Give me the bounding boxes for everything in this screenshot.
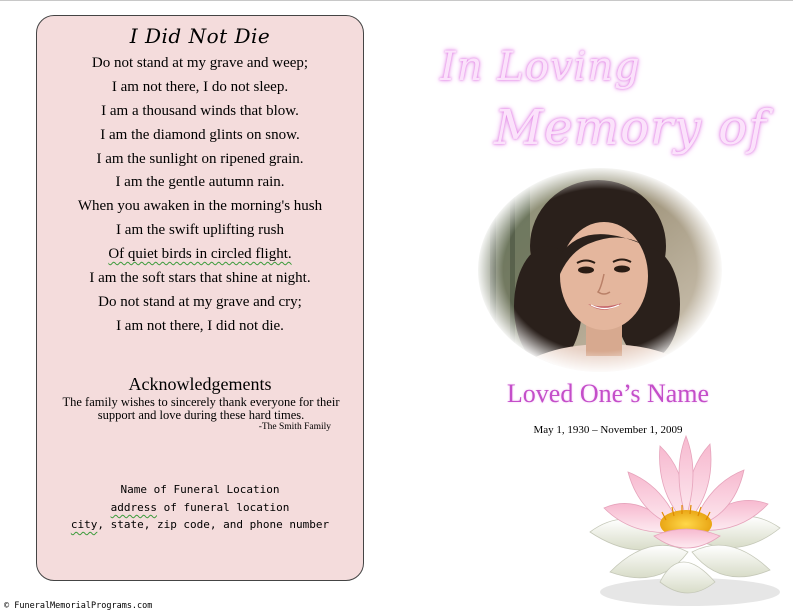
- loved-one-name: Loved One’s Name: [506, 379, 710, 408]
- lotus-flower-image: [580, 432, 790, 608]
- poem-line: I am the sunlight on ripened grain.: [96, 150, 304, 167]
- lotus-flower-icon: [580, 432, 790, 608]
- acknowledgements-signature: -The Smith Family: [258, 422, 331, 432]
- city-word: city: [70, 518, 98, 531]
- acknowledgements-line: support and love during these hard times.: [97, 408, 305, 422]
- poem-line: Do not stand at my grave and cry;: [98, 293, 302, 310]
- top-rule: [0, 0, 793, 1]
- portrait-photo: [470, 166, 730, 378]
- portrait-illustration: [470, 166, 730, 378]
- poem-line: I am the swift uplifting rush: [116, 222, 284, 239]
- poem-panel: [36, 15, 364, 581]
- acknowledgements-line: The family wishes to sincerely thank everyone for their: [62, 395, 340, 409]
- copyright-notice: © FuneralMemorialPrograms.com: [4, 601, 153, 611]
- heading-in-loving: In Loving: [440, 44, 641, 90]
- poem-title: I Did Not Die: [129, 24, 271, 48]
- address-rest: of funeral location: [156, 501, 290, 514]
- poem-line: I am the gentle autumn rain.: [115, 174, 285, 191]
- poem-line: I am a thousand winds that blow.: [101, 102, 299, 119]
- location-name: Name of Funeral Location: [120, 483, 280, 496]
- poem-line: When you awaken in the morning's hush: [77, 198, 323, 215]
- city-rest: , state, zip code, and phone number: [97, 518, 330, 531]
- location-city: [37, 518, 363, 531]
- poem-line-text: Of quiet birds in circled flight.: [108, 246, 292, 263]
- acknowledgements-body: [45, 396, 357, 422]
- heading-memory-of: Memory of: [494, 100, 767, 156]
- poem-line: I am not there, I did not die.: [116, 317, 284, 334]
- acknowledgements-title: Acknowledgements: [128, 374, 272, 394]
- poem-line: I am the diamond glints on snow.: [100, 126, 300, 143]
- poem-line: I am the soft stars that shine at night.: [89, 270, 311, 287]
- poem-line: I am not there, I do not sleep.: [111, 78, 289, 95]
- poem-lines: [37, 52, 363, 339]
- address-word: address: [110, 501, 157, 514]
- location-address: [37, 501, 363, 514]
- poem-line: [37, 243, 363, 267]
- life-dates: May 1, 1930 – November 1, 2009: [533, 424, 683, 436]
- poem-line: Do not stand at my grave and weep;: [91, 55, 309, 71]
